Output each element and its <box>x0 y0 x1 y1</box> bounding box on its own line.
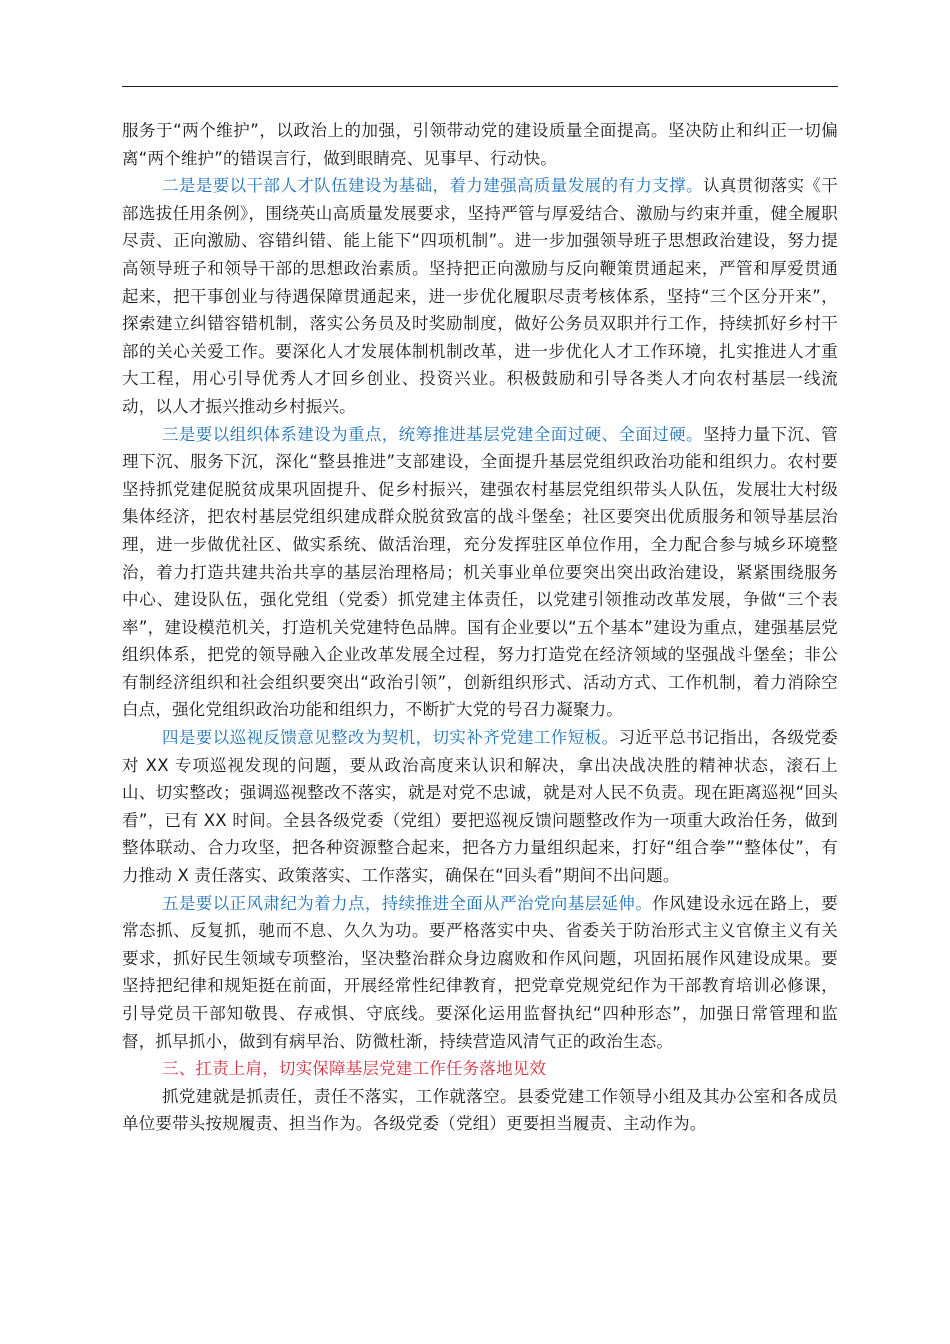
point-5-lead: 五是要以正风肃纪为着力点，持续推进全面从严治党向基层延伸。 <box>162 893 653 913</box>
section-heading-3: 三、扛责上肩，切实保障基层党建工作任务落地见效 <box>162 1059 547 1079</box>
paragraph-section-3-intro: 抓党建就是抓责任，责任不落实，工作就落空。县委党建工作领导小组及其办公室和各成员单位要带头按规履责、担当作为。各级党委（党组）更要担当履责、主动作为。 <box>122 1086 838 1134</box>
point-3-body: 坚持力量下沉、管理下沉、服务下沉，深化“整县推进”支部建设，全面提升基层党组织政治功能和组织力。农村要坚持抓党建促脱贫成果巩固提升、促乡村振兴，建强农村基层党组织带头人队伍，发展壮大村级集体经济，把农村基层党组织建成群众脱贫致富的战斗堡垒；社区要突出优质服务和领导基层治理，进一步做优社区、做实系统、做活治理，充分发挥驻区单位作用，全力配合参与城乡环境整治，着力打造共建共治共享的基层治理格局；机关事业单位要突出突出政治建设，紧紧围绕服务中心、建设队伍，强化党组（党委）抓党建主体责任，以党建引领推动改革发展，争做“三个表率”，建设模范机关，打造机关党建特色品牌。国有企业要以“五个基本”建设为重点，建强基层党组织体系，把党的领导融入企业改革发展全过程，努力打造党在经济领域的坚强战斗堡垒；非公有制经济组织和社会组织要突出“政治引领”，创新组织形式、活动方式、工作机制，着力消除空白点，强化党组织政治功能和组织力，不断扩大党的号召力凝聚力。 <box>122 424 838 720</box>
point-2-body: 认真贯彻落实《干部选拔任用条例》，围绕英山高质量发展要求，坚持严管与厚爱结合、激励与约束并重，健全履职尽责、正向激励、容错纠错、能上能下“四项机制”。进一步加强领导班子思想政治建设，努力提高领导班子和领导干部的思想政治素质。坚持把正向激励与反向鞭策贯通起来，严管和厚爱贯通起来，把干事创业与待遇保障贯通起来，进一步优化履职尽责考核体系，坚持“三个区分开来”，探索建立纠错容错机制，落实公务员及时奖励制度，做好公务员双职并行工作，持续抓好乡村干部的关心关爱工作。要深化人才发展体制机制改革，进一步优化人才工作环境，扎实推进人才重大工程，用心引导优秀人才回乡创业、投资兴业。积极鼓励和引导各类人才向农村基层一线流动，以人才振兴推动乡村振兴。 <box>122 176 838 416</box>
header-rule <box>122 86 838 87</box>
point-5-body: 作风建设永远在路上，要常态抓、反复抓，驰而不息、久久为功。要严格落实中央、省委关于防治形式主义官僚主义有关要求，抓好民生领域专项整治，坚决整治群众身边腐败和作风问题，巩固拓展作风建设成果。要坚持把纪律和规矩挺在前面，开展经常性纪律教育，把党章党规党纪作为干部教育培训必修课，引导党员干部知敬畏、存戒惧、守底线。要深化运用监督执纪“四种形态”，加强日常管理和监督，抓早抓小，做到有病早治、防微杜渐，持续营造风清气正的政治生态。 <box>122 893 838 1051</box>
point-4-lead: 四是要以巡视反馈意见整改为契机，切实补齐党建工作短板。 <box>162 728 619 748</box>
paragraph-continuation: 服务于“两个维护”，以政治上的加强，引领带动党的建设质量全面提高。坚决防止和纠正一切偏离“两个维护”的错误言行，做到眼睛亮、见事早、行动快。 <box>122 121 838 168</box>
point-3-lead: 三是要以组织体系建设为重点，统筹推进基层党建全面过硬、全面过硬。 <box>162 424 703 444</box>
paragraph-point-3 <box>122 421 838 725</box>
point-4-body: 习近平总书记指出，各级党委对 XX 专项巡视发现的问题，要从政治高度来认识和解决，拿出决战决胜的精神状态，滚石上山、切实整改；强调巡视整改不落实，就是对党不忠诚，就是对人民不负责。现在距离巡视“回头看”，已有 XX 时间。全县各级党委（党组）要把巡视反馈问题整改作为一项重大政治任务，做到整体联动、合力攻坚，把各种资源整合起来，把各方力量组织起来，打好“组合拳”“整体仗”，有力推动 X 责任落实、政策落实、工作落实，确保在“回头看”期间不出问题。 <box>122 728 838 886</box>
paragraph-point-4 <box>122 724 838 890</box>
document-body <box>122 117 838 1138</box>
paragraph-point-5 <box>122 890 838 1056</box>
paragraph-point-2 <box>122 172 838 420</box>
point-2-lead: 二是是要以干部人才队伍建设为基础，着力建强高质量发展的有力支撑。 <box>162 176 703 196</box>
